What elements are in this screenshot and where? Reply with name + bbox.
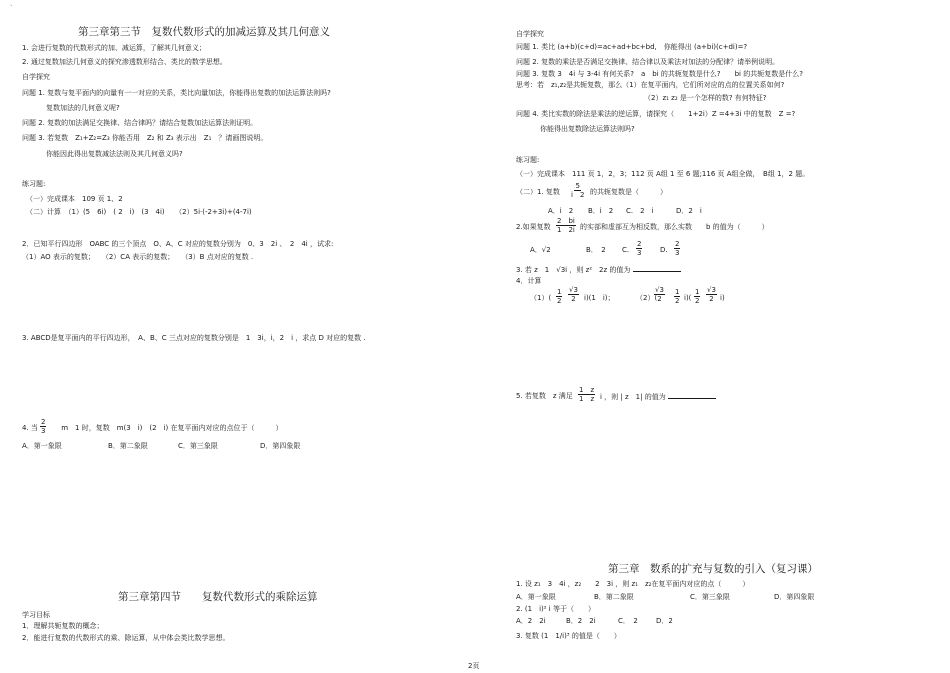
section-title-3-3: 第三章第三节 复数代数形式的加减运算及其几何意义 <box>78 26 330 38</box>
right-problem-5-text: i ，则 | z 1| 的值为 <box>600 393 666 401</box>
exercise-2: （二）计算 （1）(5 6i) ( 2 i) (3 4i) （2）5i·(-2+3i)+(4-7i) <box>26 208 252 216</box>
right-exercise-2-prefix: （二）1. 复数 <box>516 188 560 196</box>
calc-1-fraction-a <box>556 288 562 305</box>
p2-option-a: A．√2 <box>530 246 551 254</box>
calc-2-label: （2）( <box>636 294 658 302</box>
fraction-numerator: √3 <box>707 286 716 294</box>
think-prompt: 思考：若 z₁,z₂是共轭复数，那么（1）在复平面内，它们所对应的点的位置关系如何? <box>516 81 785 89</box>
ex2-option-a: A．i 2 <box>548 207 574 215</box>
right-exercise-1: （一）完成课本 111 页 1，2，3；112 页 A组 1 至 6 题;116 页 A组全做， B组 1，2 题。 <box>516 170 810 178</box>
p4-option-a: A．第一象限 <box>22 442 62 450</box>
p2-option-d-fraction <box>674 240 680 257</box>
fraction-numerator: 1 <box>695 288 700 296</box>
p4-option-b: B．第二象限 <box>108 442 148 450</box>
fraction-numerator: 1 <box>675 288 680 296</box>
fraction-denominator: 1 z <box>579 395 595 403</box>
p5-fraction <box>578 386 595 403</box>
right-problem-5 <box>600 392 716 402</box>
fraction-denominator: 2 <box>557 297 562 305</box>
learning-goal-1: 1．理解共轭复数的概念； <box>22 622 104 630</box>
problem-2-parts: （1）AO 表示的复数； （2）CA 表示的复数； （3）B 点对应的复数 . <box>22 253 254 261</box>
calc-2-fraction-c <box>694 288 700 305</box>
section-title-3-4: 第三章第四节 复数代数形式的乘除运算 <box>118 591 318 603</box>
problem-2: 2．已知平行四边形 OABC 的三个顶点 O、A、C 对应的复数分别为 0、3 2i 、 2 4i ，试求: <box>22 240 334 248</box>
fraction-numerator: 1 <box>557 288 562 296</box>
problem-4-fraction <box>40 418 46 435</box>
corner-mark: ` <box>10 5 13 12</box>
right-problem-5-prefix: 5. 若复数 z 满足 <box>516 392 573 400</box>
fraction-denominator: 2 <box>695 297 700 305</box>
review-q2-option-d: D．2 <box>656 617 673 625</box>
review-question-2: 2. (1 i)² i 等于（ ） <box>516 605 595 613</box>
think-prompt-2: （2）z₁ z₂ 是一个怎样的数? 有何特征? <box>644 94 767 102</box>
right-question-3: 问题 3. 复数 3 4i 与 3-4i 有何关系? a bi 的共轭复数是什么? bi 的共轭复数是什么? <box>516 70 803 78</box>
right-problem-3 <box>516 265 681 275</box>
calc-2-fraction-d <box>706 286 717 303</box>
right-problem-2-tail: 的实部和虚部互为相反数，那么实数 b 的值为（ ） <box>580 223 769 231</box>
right-exercise-2-tail: 的共轭复数是（ ） <box>590 188 667 196</box>
right-problem-2-prefix: 2.如果复数 <box>516 223 551 231</box>
ex2-fraction <box>570 182 585 199</box>
problem-4: m 1 时，复数 m(3 i) (2 i) 在复平面内对应的点位于（ ） <box>52 424 283 432</box>
fraction-numerator: 2 bi <box>557 217 575 225</box>
fraction-numerator: 1 z <box>579 386 595 394</box>
calc-2-mid: i)( <box>684 294 692 302</box>
p2-option-c: C. <box>622 246 630 254</box>
fraction-numerator: 2 <box>675 240 680 248</box>
p4-option-c: C．第三象限 <box>178 442 218 450</box>
question-2: 问题 2. 复数的加法满足交换律、结合律吗？请结合复数加法运算法则证明。 <box>22 119 258 127</box>
learning-goal-2: 2．能进行复数的代数形式的乘、除运算，从中体会类比数学思想。 <box>22 634 230 642</box>
self-study-heading: 自学探究 <box>22 73 50 81</box>
calc-2-fraction-a <box>654 286 665 303</box>
goal-1: 1. 会进行复数的代数形式的加、减运算，了解其几何意义； <box>22 44 206 52</box>
review-q1-option-c: C．第三象限 <box>690 593 730 601</box>
ex2-option-d: D．2 i <box>676 207 702 215</box>
ex2-option-b: B．i 2 <box>588 207 614 215</box>
review-q2-option-a: A．2 2i <box>516 617 546 625</box>
review-question-1: 1. 设 z₁ 3 4i ，z₂ 2 3i ，则 z₁ z₂在复平面内对应的点（ ） <box>516 580 750 588</box>
p4-option-d: D．第四象限 <box>260 442 301 450</box>
calc-1-fraction-b <box>568 286 579 303</box>
right-self-study-heading: 自学探究 <box>516 30 544 38</box>
goal-2: 2. 通过复数加法几何意义的探究渗透数形结合、类比的数学思想。 <box>22 58 227 66</box>
fraction-denominator: 3 <box>637 249 642 257</box>
review-q2-option-b: B．2 2i <box>566 617 596 625</box>
right-question-1: 问题 1. 类比 (a+b)(c+d)=ac+ad+bc+bd, 你能得出 (a+bi)(c+di)=? <box>516 43 748 51</box>
fraction-denominator: i 2 <box>571 191 585 199</box>
fraction-denominator: 3 <box>41 427 46 435</box>
review-title: 第三章 数系的扩充与复数的引入（复习课） <box>608 563 818 575</box>
p2-option-b: B． 2 <box>586 246 606 254</box>
answer-blank <box>668 392 716 399</box>
calc-1-tail: i)(1 i)； <box>584 294 615 302</box>
question-1-followup: 复数加法的几何意义呢? <box>46 104 120 112</box>
fraction-numerator: √3 <box>655 286 664 294</box>
p2-fraction <box>556 217 576 234</box>
review-question-3: 3. 复数 (1 1/i)³ 的值是（ ） <box>516 632 621 640</box>
right-problem-4: 4．计算 <box>516 277 542 285</box>
page-number: 2页 <box>468 662 480 670</box>
fraction-denominator: 2 <box>571 295 576 303</box>
right-question-4-followup: 你能得出复数除法运算法则吗? <box>540 125 635 133</box>
learning-goals-heading: 学习目标 <box>22 611 50 619</box>
right-question-2: 问题 2. 复数的乘法是否满足交换律、结合律以及乘法对加法的分配律？请举例说明。 <box>516 58 780 66</box>
review-q1-option-a: A．第一象限 <box>516 593 556 601</box>
fraction-denominator: 2 <box>675 297 680 305</box>
exercise-1: （一）完成课本 109 页 1、2 <box>26 195 123 203</box>
fraction-numerator: 2 <box>41 418 46 426</box>
fraction-denominator: 3 <box>675 249 680 257</box>
review-q1-option-b: B．第二象限 <box>594 593 634 601</box>
ex2-option-c: C. 2 i <box>626 207 654 215</box>
question-1: 问题 1. 复数与复平面内的向量有一一对应的关系，类比向量加法，你能得出复数的加法运算法则吗? <box>22 89 331 97</box>
fraction-denominator: 2 <box>657 295 662 303</box>
problem-4-prefix: 4. 当 <box>22 424 38 432</box>
problem-3: 3. ABCD是复平面内的平行四边形， A、B、C 三点对应的复数分别是 1 3i，i，2 i ，求点 D 对应的复数 . <box>22 334 366 342</box>
question-3-followup: 你能因此得出复数减法法则及其几何意义吗? <box>46 150 183 158</box>
p2-option-d: D. <box>660 246 668 254</box>
calc-2-fraction-b <box>674 288 680 305</box>
right-exercise-heading: 练习题: <box>516 156 540 164</box>
fraction-numerator: 5 <box>575 182 580 190</box>
p2-option-c-fraction <box>636 240 642 257</box>
fraction-numerator: 2 <box>637 240 642 248</box>
question-3: 问题 3. 若复数 Z₁+Z₂=Z₃ 你能否用 Z₂ 和 Z₃ 表示出 Z₁ ？请画图说明。 <box>22 134 268 142</box>
review-q1-option-d: D．第四象限 <box>774 593 815 601</box>
calc-1-label: （1）( <box>530 294 552 302</box>
review-q2-option-c: C． 2 <box>618 617 638 625</box>
fraction-numerator: √3 <box>569 286 578 294</box>
fraction-denominator: 1 2i <box>557 226 575 234</box>
calc-2-tail: i) <box>720 294 725 302</box>
answer-blank <box>633 265 681 272</box>
fraction-denominator: 2 <box>709 295 714 303</box>
right-problem-3-text: 3. 若 z 1 √3i ，则 z² 2z 的值为 <box>516 266 631 274</box>
exercise-heading: 练习题: <box>22 180 46 188</box>
right-question-4: 问题 4. 类比实数的除法是乘法的逆运算，请探究（ 1+2i）Z =4+3i 中的复数 Z =? <box>516 110 796 118</box>
